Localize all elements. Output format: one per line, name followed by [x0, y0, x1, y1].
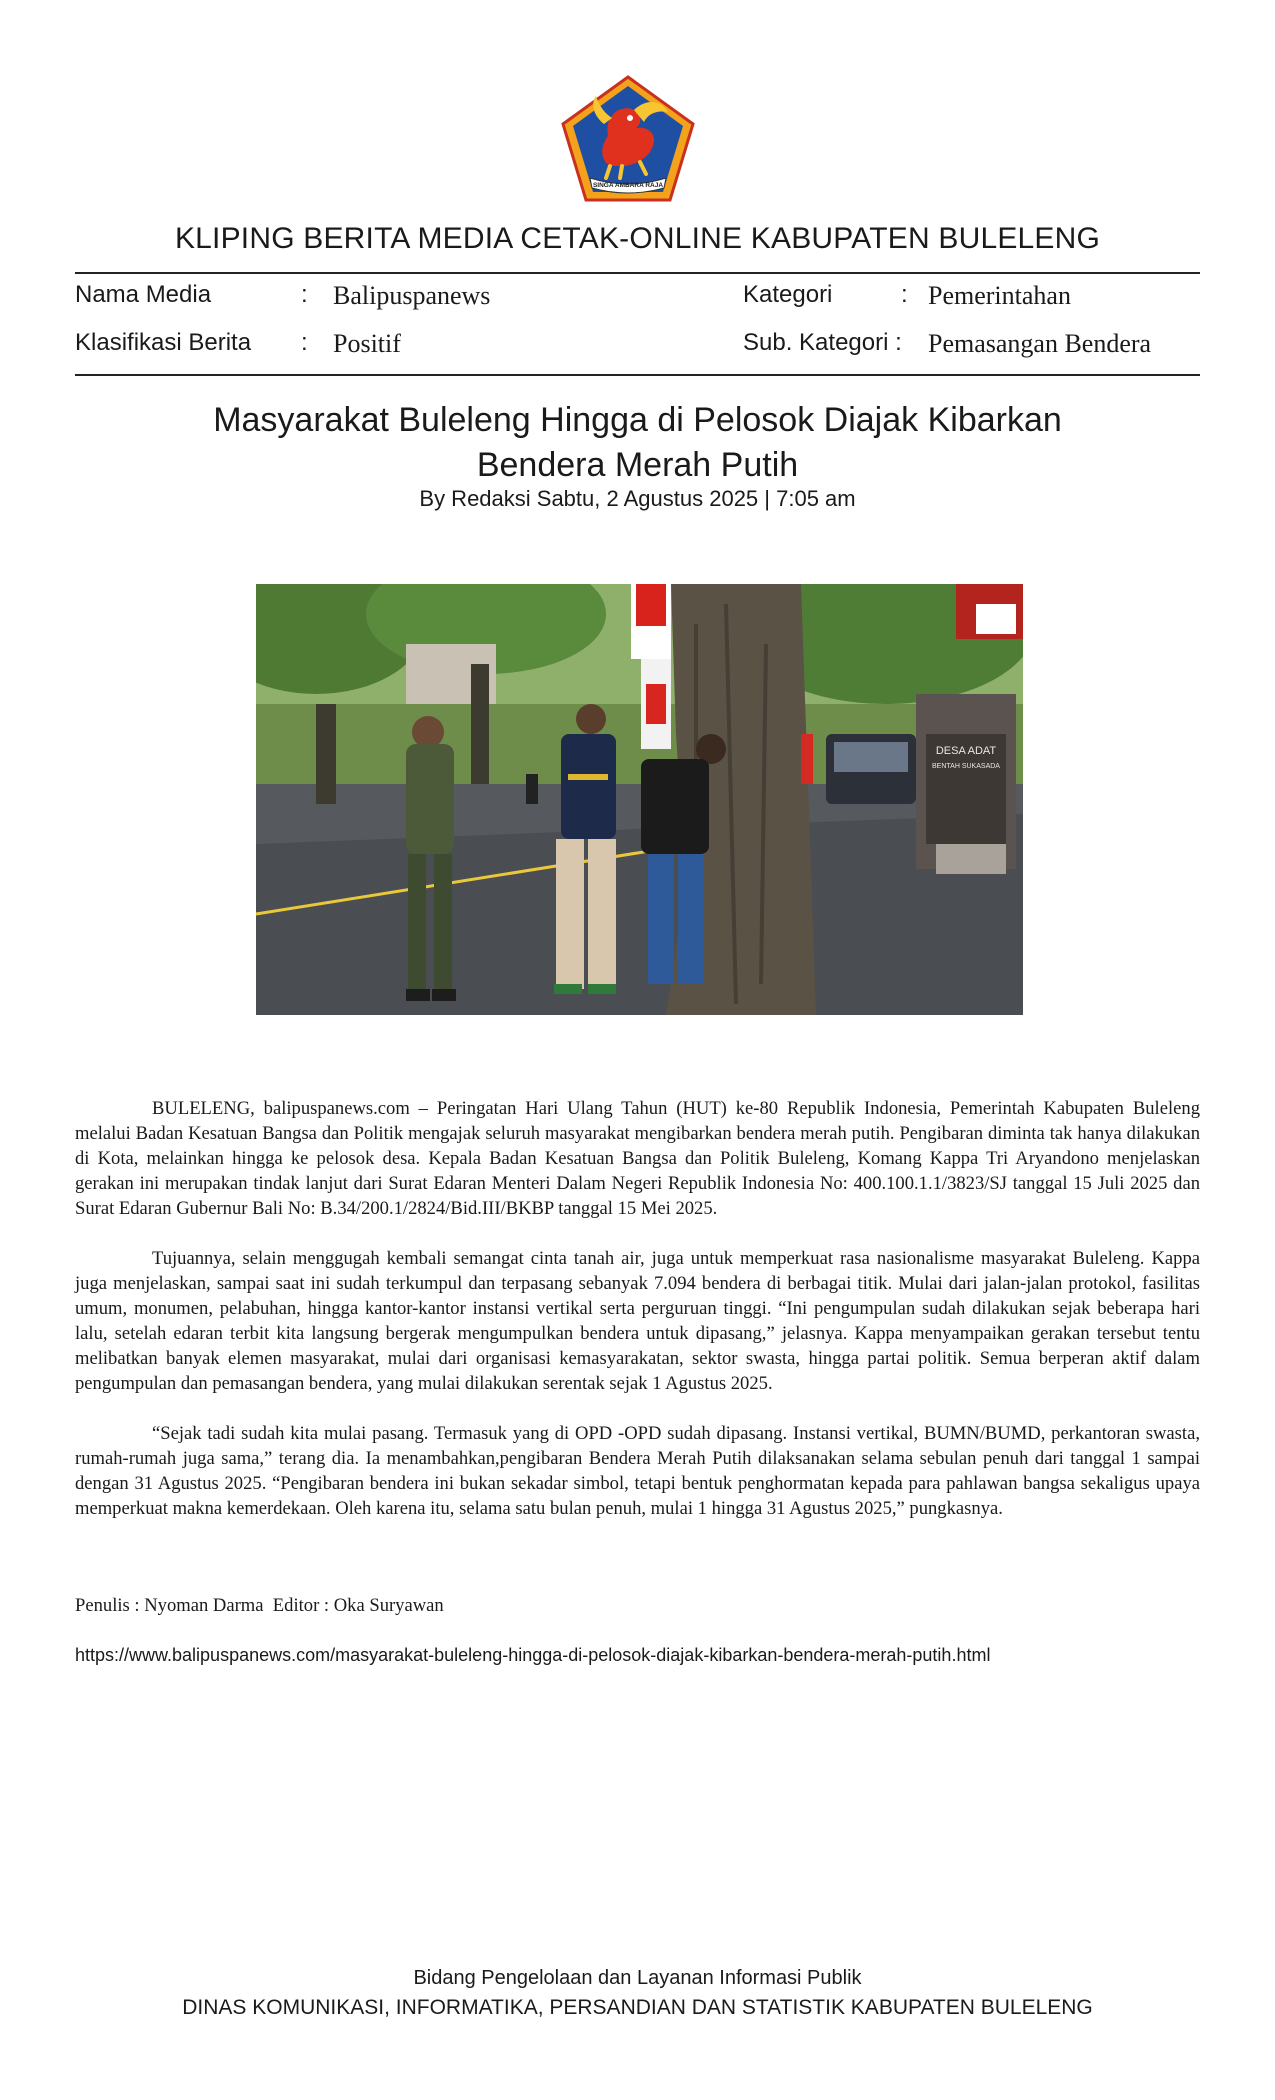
subcategory-value: Pemasangan Bendera [928, 329, 1152, 358]
svg-text:BENTAH SUKASADA: BENTAH SUKASADA [932, 763, 1000, 770]
news-classification-value: Positif [333, 329, 401, 358]
article-paragraph: BULELENG, balipuspanews.com – Peringatan Hari Ulang Tahun (HUT) ke-80 Republik Indonesia, Pemerintah Kabupaten Buleleng melalui Badan Kesatuan Bangsa dan Politik mengajak seluruh masyarakat mengibarkan bendera merah putih. Pengibaran diminta tak hanya dilakukan di Kota, melainkan hingga ke pelosok desa. Kepala Badan Kesatuan Bangsa dan Politik Buleleng, Komang Kappa Tri Aryandono menjelaskan gerakan ini merupakan tindak lanjut dari Surat Edaran Menteri Dalam Negeri Republik Indonesia No: 400.100.1.1/3823/SJ tanggal 15 Juli 2025 dan Surat Edaran Gubernur Bali No: B.34/200.1/2824/Bid.III/BKBP tanggal 15 Mei 2025. [75, 1098, 1200, 1219]
media-name-value: Balipuspanews [333, 281, 491, 310]
media-name-colon: : [301, 281, 308, 308]
svg-text:SINGA AMBARA RAJA: SINGA AMBARA RAJA [592, 182, 664, 189]
news-classification-colon: : [301, 329, 308, 356]
article-headline [150, 398, 1125, 488]
page-title: KLIPING BERITA MEDIA CETAK-ONLINE KABUPATEN BULELENG [174, 222, 1101, 255]
category-colon: : [901, 281, 908, 308]
news-classification-label: Klasifikasi Berita [75, 329, 252, 356]
category-label: Kategori [743, 281, 833, 308]
article-photo [256, 584, 1023, 1015]
article-byline: By Redaksi Sabtu, 2 Agustus 2025 | 7:05 am [419, 486, 856, 511]
header-divider-top [75, 272, 1200, 274]
article-paragraph: “Sejak tadi sudah kita mulai pasang. Termasuk yang di OPD -OPD sudah dipasang. Instansi vertikal, BUMN/BUMD, perkantoran swasta, rumah-rumah juga sama,” terang dia. Ia menambahkan,pengibaran Bendera Merah Putih dilaksanakan selama sebulan penuh dari tanggal 1 sampai dengan 31 Agustus 2025. “Pengibaran bendera ini bukan sekadar simbol, tetapi bentuk penghormatan kepada para pahlawan bangsa sekaligus upaya memperkuat makna kemerdekaan. Oleh karena itu, selama satu bulan penuh, mulai 1 hingga 31 Agustus 2025,” pungkasnya. [75, 1423, 1200, 1519]
subcategory-label: Sub. Kategori : [743, 329, 902, 356]
headline-line-2: Bendera Merah Putih [476, 446, 799, 484]
footer-agency: DINAS KOMUNIKASI, INFORMATIKA, PERSANDIAN DAN STATISTIK KABUPATEN BULELENG [182, 1996, 1093, 2019]
article-paragraph: Tujuannya, selain menggugah kembali semangat cinta tanah air, juga untuk memperkuat rasa nasionalisme masyarakat Buleleng. Kappa juga menjelaskan, sampai saat ini sudah terkumpul dan terpasang sebanyak 7.094 bendera di berbagai titik. Mulai dari jalan-jalan protokol, fasilitas umum, monumen, pelabuhan, hingga kantor-kantor instansi vertikal serta perguruan tinggi. “Ini pengumpulan sudah dilakukan sejak beberapa hari lalu, setelah edaran terbit kita langsung bergerak mengumpulkan bendera untuk dipasang,” jelasnya. Kappa menyampaikan gerakan tersebut tentu melibatkan banyak elemen masyarakat, mulai dari organisasi kemasyarakatan, sektor swasta, hingga partai politik. Semua berperan aktif dalam pengumpulan dan pemasangan bendera, yang mulai dilakukan serentak sejak 1 Agustus 2025. [75, 1248, 1200, 1394]
source-link[interactable]: https://www.balipuspanews.com/masyarakat-buleleng-hingga-di-pelosok-diajak-kibarkan-bendera-merah-putih.html [75, 1645, 991, 1665]
media-name-label: Nama Media [75, 281, 212, 308]
headline-line-1: Masyarakat Buleleng Hingga di Pelosok Diajak Kibarkan [213, 401, 1062, 439]
buleleng-emblem-logo [560, 74, 696, 202]
header-divider-bottom [75, 374, 1200, 376]
article-body [75, 1096, 1200, 1546]
category-value: Pemerintahan [928, 281, 1071, 310]
article-credits: Penulis : Nyoman Darma Editor : Oka Suryawan [75, 1595, 444, 1616]
footer-division: Bidang Pengelolaan dan Layanan Informasi Publik [413, 1967, 862, 1989]
svg-text:DESA ADAT: DESA ADAT [935, 745, 997, 757]
